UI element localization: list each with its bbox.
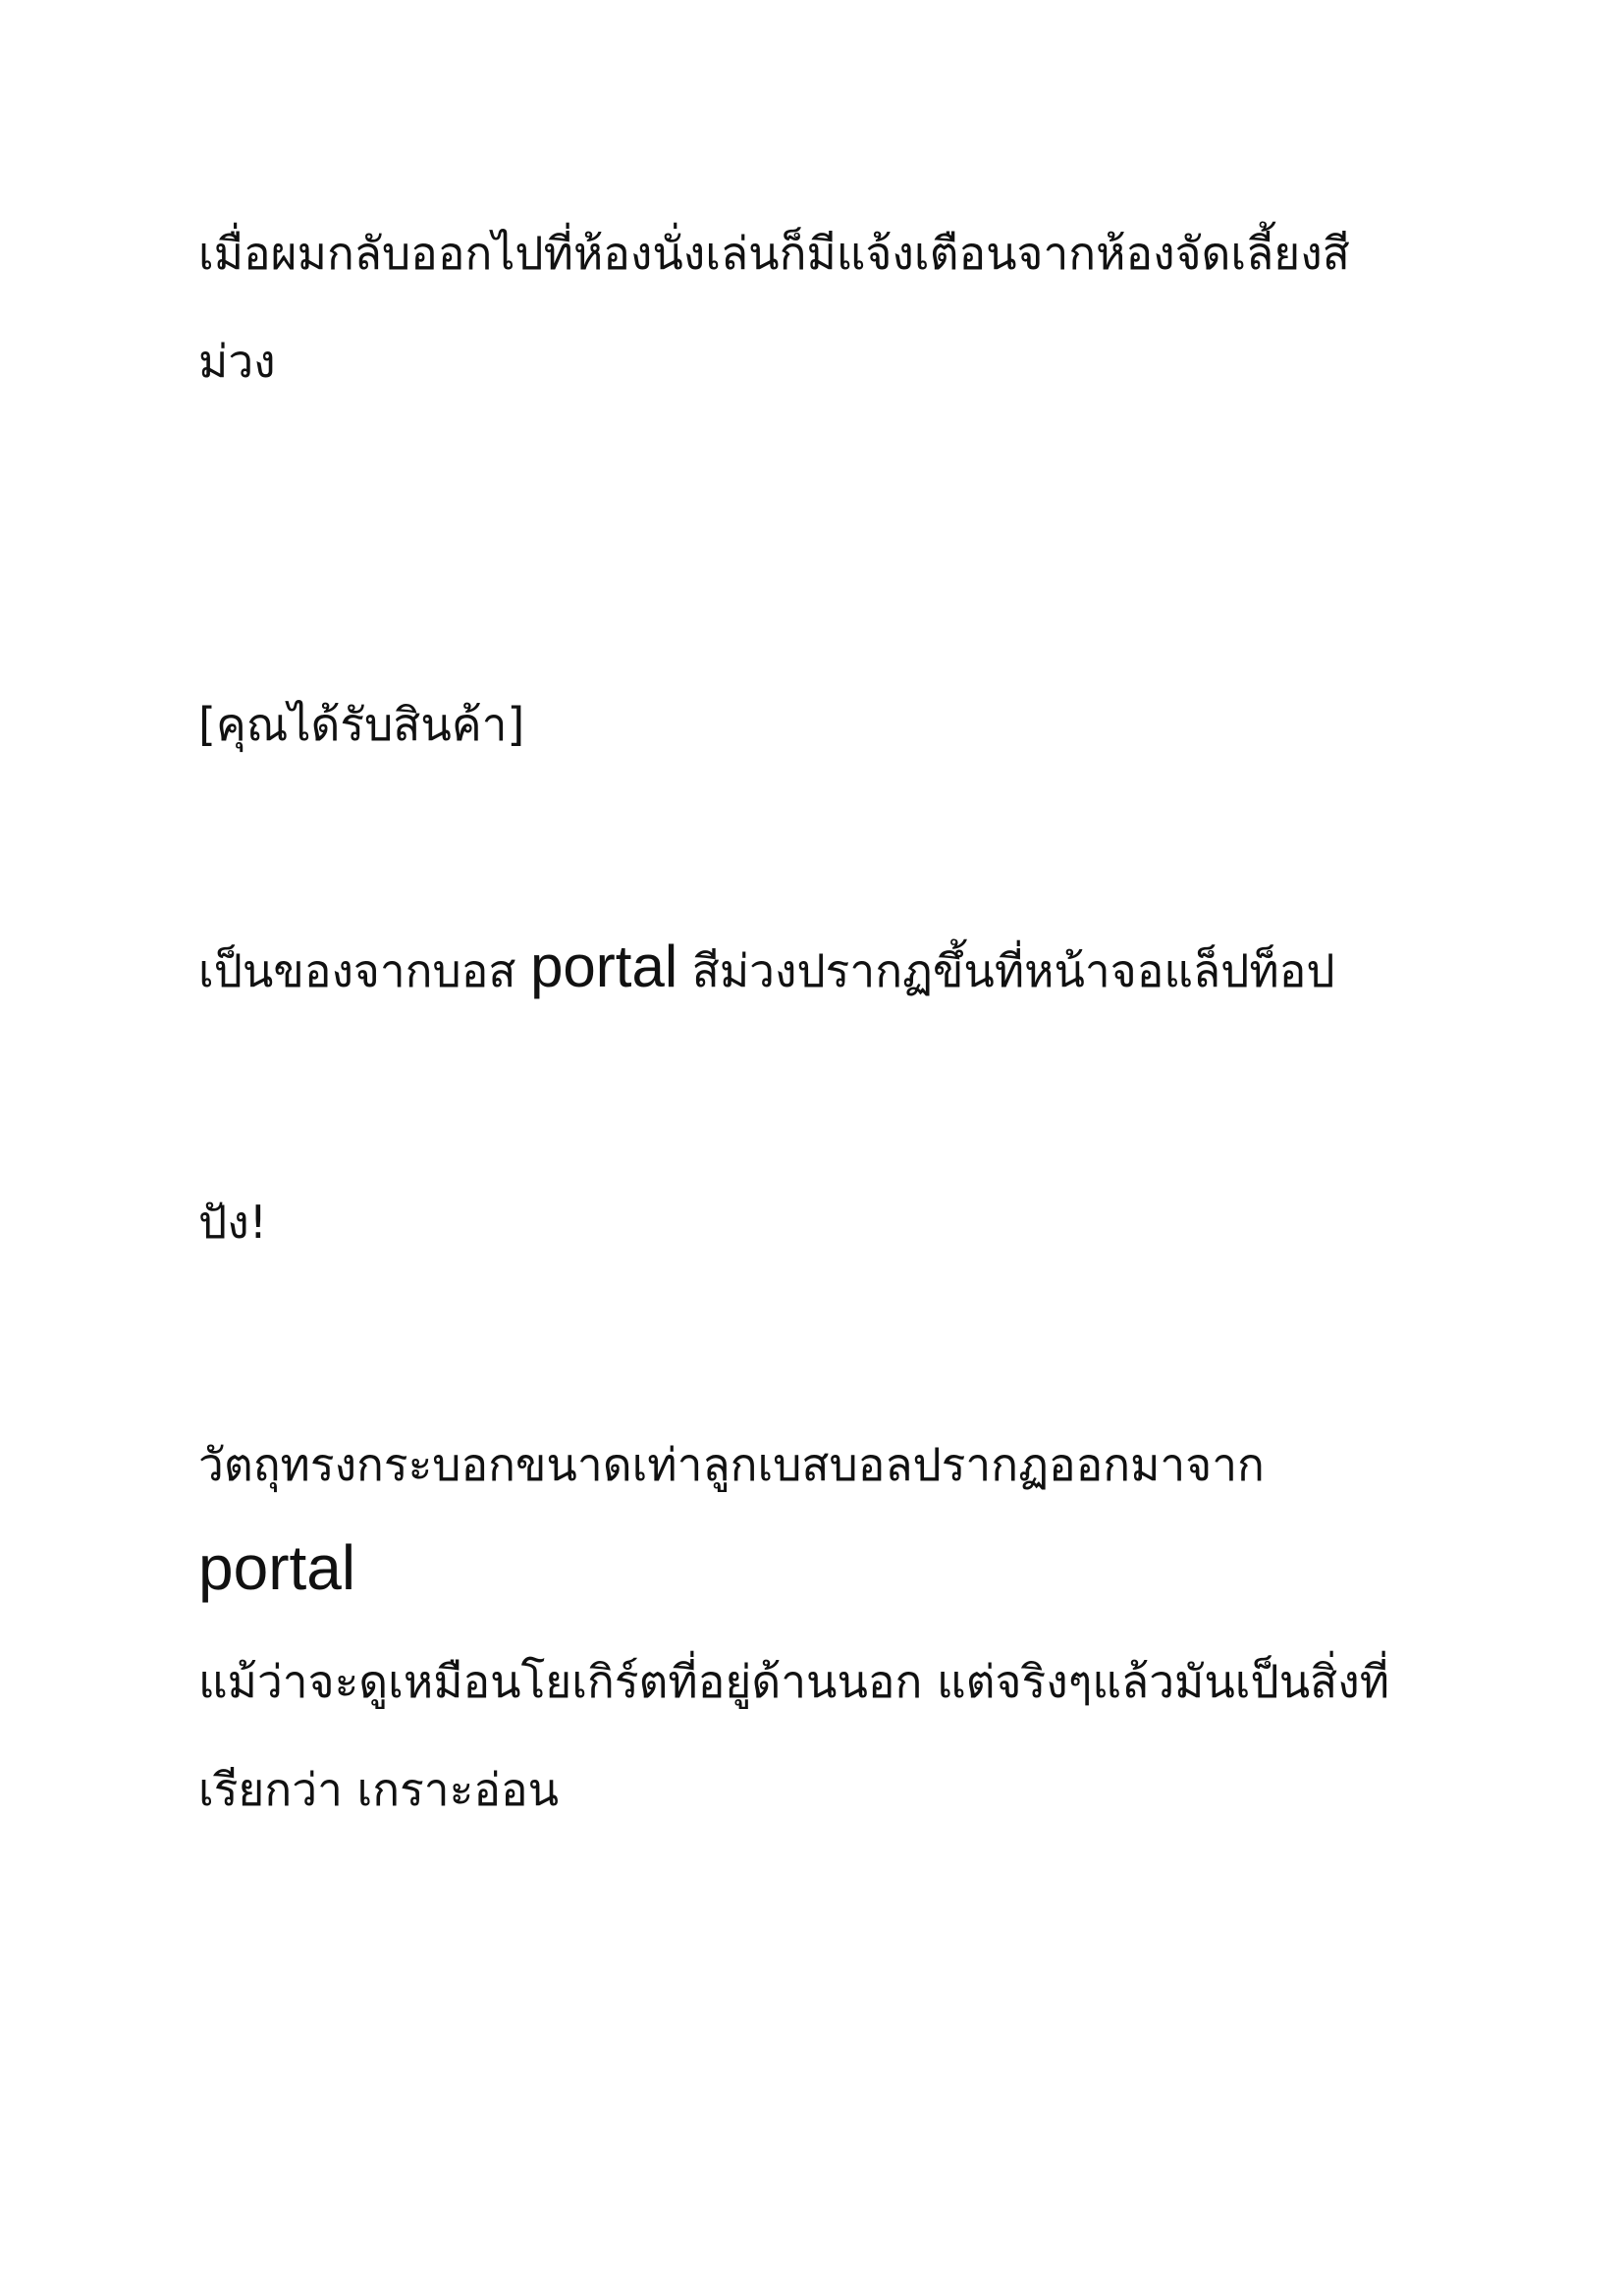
paragraph-1-line-1: เมื่อผมกลับออกไปที่ห้องนั่งเล่นก็มีแจ้งเตือนจากห้องจัดเลี้ยงสี [198,227,1350,280]
paragraph-3-portal-word: portal [530,934,678,999]
paragraph-6-line-1: แม้ว่าจะดูเหมือนโยเกิร์ตที่อยู่ด้านนอก แต่จริงๆแล้วมันเป็นสิ่งที่ [198,1655,1390,1708]
paragraph-5-portal-word: portal [198,1532,356,1603]
paragraph-6-line-2: เรียกว่า เกราะอ่อน [198,1763,560,1816]
paragraph-3-after: สีม่วงปรากฏขึ้นที่หน้าจอแล็ปท็อป [677,944,1335,997]
paragraph-5-line-1: วัตถุทรงกระบอกขนาดเท่าลูกเบสบอลปรากฏออกมาจาก [198,1438,1265,1491]
paragraph-1-line-2: ม่วง [198,335,276,388]
paragraph-3-before: เป็นของจากบอส [198,944,531,997]
paragraph-3 [198,934,1335,1000]
paragraph-4-bang: ปัง! [198,1196,268,1249]
paragraph-2-item-received: [คุณได้รับสินค้า] [198,698,525,751]
